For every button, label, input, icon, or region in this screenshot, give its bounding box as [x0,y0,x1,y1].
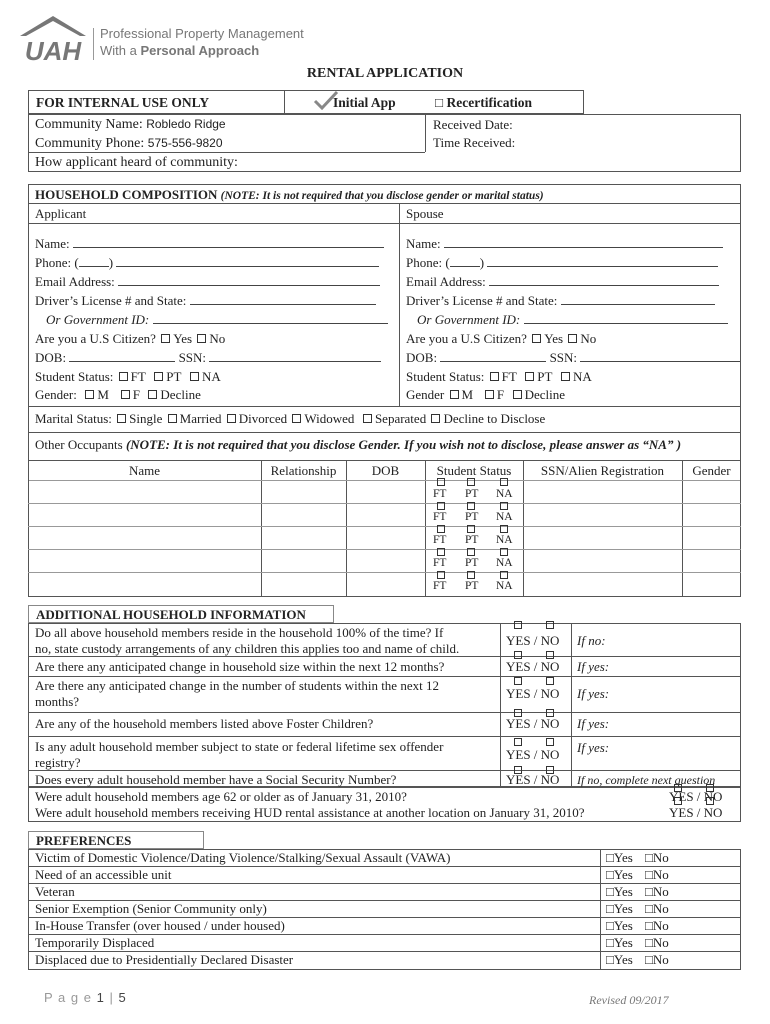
community-phone-label: Community Phone: 575-556-9820 [35,136,223,151]
page-number: P a g e 1 | 5 [44,990,127,1005]
q1-yes-no: YES / NO [506,633,560,648]
row1-pt-checkbox[interactable] [467,478,475,486]
marital-single-checkbox[interactable] [117,414,126,423]
applicant-phone-field[interactable]: Phone: ( ) [35,255,379,271]
preference-veteran-yes[interactable]: □Yes [606,884,633,899]
row5-na-label: NA [496,580,513,592]
revised-date: Revised 09/2017 [589,993,669,1007]
additional-heading: ADDITIONAL HOUSEHOLD INFORMATION [36,607,306,622]
spouse-email-field[interactable]: Email Address: [406,274,719,290]
question-6-text: Does every adult household member have a Social Security Number? [35,772,397,787]
marital-widowed-checkbox[interactable] [292,414,301,423]
applicant-gender-m-checkbox[interactable] [85,390,94,399]
applicant-citizen-question: Are you a U.S Citizen? Yes No [35,331,226,346]
preference-transfer-yes[interactable]: □Yes [606,918,633,933]
q2-yes-checkbox[interactable] [514,651,522,659]
applicant-ft-checkbox[interactable] [119,372,128,381]
time-received-field[interactable]: Time Received: [433,135,516,150]
question-2-text: Are there any anticipated change in household size within the next 12 months? [35,659,445,674]
question-4-text: Are any of the household members listed above Foster Children? [35,716,374,731]
applicant-student-status: Student Status: FT PT NA [35,369,221,384]
q3-no-checkbox[interactable] [546,677,554,685]
applicant-na-checkbox[interactable] [190,372,199,381]
row1-na-label: NA [496,488,513,500]
q1-yes-checkbox[interactable] [514,621,522,629]
q2-yes-no: YES / NO [506,659,560,674]
applicant-dob-ssn-field[interactable]: DOB: SSN: [35,350,381,366]
row4-ft-label: FT [433,557,447,569]
preference-accessible-yes[interactable]: □Yes [606,867,633,882]
row1-ft-checkbox[interactable] [437,478,445,486]
col-header-relationship: Relationship [270,463,337,478]
preferences-heading: PREFERENCES [36,833,132,848]
spouse-license-field[interactable]: Driver’s License # and State: [406,293,715,309]
q5-yes-checkbox[interactable] [514,738,522,746]
spouse-student-status: Student Status: FT PT NA [406,369,592,384]
q6-yes-no: YES / NO [506,772,560,787]
applicant-gender-f-checkbox[interactable] [121,390,130,399]
row1-pt-label: PT [465,488,479,500]
question-1-text: Do all above household members reside in the household 100% of the time? If [35,625,444,640]
spouse-citizen-question: Are you a U.S Citizen? Yes No [406,331,597,346]
preference-disaster: Displaced due to Presidentially Declared Disaster [35,952,294,967]
q4-yes-no: YES / NO [506,716,560,731]
preference-accessible-unit: Need of an accessible unit [35,867,172,882]
qhud-no-checkbox[interactable] [706,797,714,805]
marital-status-row: Marital Status: Single Married Divorced Widowed Separated Decline to Disclose [35,411,546,426]
preference-transfer-no[interactable]: □No [645,918,669,933]
spouse-gender-m-checkbox[interactable] [450,390,459,399]
preference-senior-yes[interactable]: □Yes [606,901,633,916]
spouse-gender-decline-checkbox[interactable] [513,390,522,399]
other-occupants-heading: Other Occupants (NOTE: It is not required that you disclose Gender. If you wish not to disclose, please answer as “NA” ) [35,437,682,452]
q3-yes-checkbox[interactable] [514,677,522,685]
q4-note[interactable]: If yes: [577,716,610,731]
applicant-gender-decline-checkbox[interactable] [148,390,157,399]
spouse-gov-id-field[interactable]: Or Government ID: [417,312,728,328]
applicant-pt-checkbox[interactable] [154,372,163,381]
received-date-field[interactable]: Received Date: [433,117,513,132]
col-header-ssn: SSN/Alien Registration [540,463,665,478]
preference-vawa-yes[interactable]: □Yes [606,850,633,865]
spouse-na-checkbox[interactable] [561,372,570,381]
community-name-value[interactable]: Robledo Ridge [146,117,226,131]
question-5-text: Is any adult household member subject to state or federal lifetime sex offender [35,739,444,754]
logo-text: UAH [24,36,82,66]
row5-ft-label: FT [433,580,447,592]
row3-pt-label: PT [465,534,479,546]
row2-pt-label: PT [465,511,479,523]
row4-pt-label: PT [465,557,479,569]
question-hud-assistance: Were adult household members receiving HUD rental assistance at another location on January 31, 2010? [35,805,585,820]
q5-note[interactable]: If yes: [577,740,610,755]
heard-of-community-field[interactable]: How applicant heard of community: [35,155,238,170]
preference-disaster-yes[interactable]: □Yes [606,952,633,967]
applicant-citizen-yes-checkbox[interactable] [161,334,170,343]
applicant-gender: Gender: M F Decline [35,387,201,402]
community-phone-value[interactable]: 575-556-9820 [147,136,223,150]
q6-note: If no, complete next question [577,773,716,787]
marital-separated-checkbox[interactable] [363,414,372,423]
household-heading: HOUSEHOLD COMPOSITION (NOTE: It is not required that you disclose gender or marital status) [35,187,544,202]
q2-no-checkbox[interactable] [546,651,554,659]
applicant-name-field[interactable]: Name: [35,236,384,252]
row5-pt-label: PT [465,580,479,592]
preference-accessible-no[interactable]: □No [645,867,669,882]
tagline-line-1: Professional Property Management [100,26,304,41]
spouse-dob-ssn-field[interactable]: DOB: SSN: [406,350,740,366]
spouse-citizen-no-checkbox[interactable] [568,334,577,343]
col-header-dob: DOB [371,463,400,478]
preference-temp-displaced-no[interactable]: □No [645,935,669,950]
recertification-option[interactable]: □ Recertification [435,95,532,110]
question-5-text-cont: registry? [35,755,81,770]
q1-no-checkbox[interactable] [546,621,554,629]
preference-disaster-no[interactable]: □No [645,952,669,967]
row1-ft-label: FT [433,488,447,500]
spouse-pt-checkbox[interactable] [525,372,534,381]
spouse-name-field[interactable]: Name: [406,236,723,252]
initial-app-option[interactable]: Initial App [333,95,396,110]
preference-veteran: Veteran [35,884,75,899]
spouse-gender: Gender M F Decline [406,387,565,402]
spouse-phone-field[interactable]: Phone: ( ) [406,255,718,271]
row3-na-label: NA [496,534,513,546]
question-3-text-cont: months? [35,694,80,709]
applicant-email-field[interactable]: Email Address: [35,274,380,290]
row2-ft-label: FT [433,511,447,523]
q3-note[interactable]: If yes: [577,686,610,701]
q5-yes-no: YES / NO [506,747,560,762]
col-header-student-status: Student Status [436,463,512,478]
question-3-text: Are there any anticipated change in the number of students within the next 12 [35,678,439,693]
question-age-62: Were adult household members age 62 or older as of January 31, 2010? [35,789,407,804]
spouse-citizen-yes-checkbox[interactable] [532,334,541,343]
qhud-yes-checkbox[interactable] [674,797,682,805]
row3-ft-label: FT [433,534,447,546]
applicant-citizen-no-checkbox[interactable] [197,334,206,343]
spouse-gender-f-checkbox[interactable] [485,390,494,399]
preference-senior-no[interactable]: □No [645,901,669,916]
preference-temp-displaced: Temporarily Displaced [35,935,155,950]
col-header-gender: Gender [692,463,731,478]
community-name-label: Community Name: Robledo Ridge [35,117,226,132]
preference-veteran-no[interactable]: □No [645,884,669,899]
applicant-gov-id-field[interactable]: Or Government ID: [46,312,388,328]
marital-divorced-checkbox[interactable] [227,414,236,423]
col-header-name: Name [128,463,161,478]
applicant-license-field[interactable]: Driver’s License # and State: [35,293,376,309]
marital-decline-checkbox[interactable] [431,414,440,423]
spouse-column-label: Spouse [406,206,444,221]
question-1-text-cont: no, state custody arrangements of any children this applies too and name of child. [35,641,460,656]
preference-vawa: Victim of Domestic Violence/Dating Violence/Stalking/Sexual Assault (VAWA) [35,850,451,865]
preference-vawa-no[interactable]: □No [645,850,669,865]
row1-na-checkbox[interactable] [500,478,508,486]
preference-temp-displaced-yes[interactable]: □Yes [606,935,633,950]
q2-note[interactable]: If yes: [577,659,610,674]
qhud-yes-no: YES / NO [669,805,723,820]
spouse-ft-checkbox[interactable] [490,372,499,381]
form-title: RENTAL APPLICATION [306,66,464,81]
preference-transfer: In-House Transfer (over housed / under housed) [35,918,285,933]
q5-no-checkbox[interactable] [546,738,554,746]
marital-married-checkbox[interactable] [168,414,177,423]
row4-na-label: NA [496,557,513,569]
row2-na-label: NA [496,511,513,523]
q3-yes-no: YES / NO [506,686,560,701]
internal-use-heading: FOR INTERNAL USE ONLY [36,95,210,110]
preference-senior: Senior Exemption (Senior Community only) [35,901,267,916]
q1-note[interactable]: If no: [577,633,606,648]
applicant-column-label: Applicant [35,206,87,221]
q62-yes-no: YES / NO [669,789,723,804]
tagline-line-2: With a Personal Approach [100,43,260,58]
